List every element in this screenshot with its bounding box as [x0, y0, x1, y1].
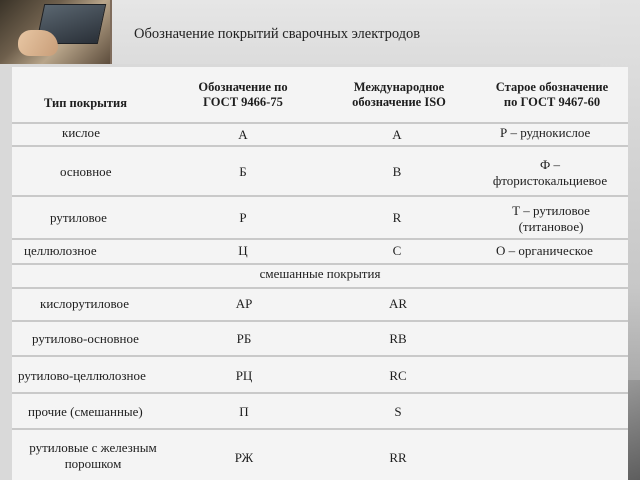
section-label: смешанные покрытия — [259, 266, 381, 281]
header-old-line: Старое обозначение — [495, 80, 609, 94]
row-type: кислорутиловое — [40, 296, 129, 311]
row-iso: R — [392, 210, 402, 225]
row-iso: A — [392, 127, 402, 142]
row-iso: S — [394, 404, 402, 419]
row-type: кислое — [62, 125, 100, 140]
page-title: Обозначение покрытий сварочных электродов — [134, 26, 421, 42]
row-gost: АР — [235, 296, 253, 311]
header-old-line: по ГОСТ 9467-60 — [503, 95, 601, 109]
row-separator — [12, 392, 628, 394]
row-old — [484, 157, 616, 189]
row-iso: RR — [389, 450, 407, 465]
row-old-line: фтористокальциевое — [492, 173, 608, 188]
row-type — [18, 440, 168, 472]
row-old-line: Т – рутиловое — [512, 203, 590, 218]
row-type: рутиловое — [50, 210, 107, 225]
row-gost: Ц — [238, 243, 248, 258]
header-gost — [188, 80, 298, 110]
row-iso: AR — [388, 296, 408, 311]
row-separator — [12, 145, 628, 147]
row-separator — [12, 238, 628, 240]
row-type: рутилово-основное — [32, 331, 139, 346]
row-iso: B — [392, 164, 402, 179]
row-gost: РЖ — [234, 450, 254, 465]
row-old — [496, 203, 606, 235]
row-type: рутилово-целлюлозное — [18, 368, 146, 383]
row-type: основное — [60, 164, 112, 179]
row-separator — [12, 355, 628, 357]
row-gost: РЦ — [235, 368, 253, 383]
row-separator — [12, 263, 628, 265]
row-old-line: Ф – — [539, 157, 561, 172]
header-iso-line: обозначение ISO — [352, 95, 446, 109]
row-type: прочие (смешанные) — [28, 404, 143, 419]
row-separator — [12, 320, 628, 322]
header-iso-line: Международное — [353, 80, 445, 94]
header-iso — [338, 80, 460, 110]
row-type-line: порошком — [64, 456, 122, 471]
header-type: Тип покрытия — [44, 96, 128, 110]
row-old: Р – руднокислое — [500, 125, 591, 140]
row-gost: А — [238, 127, 248, 142]
row-type-line: рутиловые с железным — [29, 440, 157, 455]
row-iso: RC — [389, 368, 407, 383]
row-type: целлюлозное — [24, 243, 97, 258]
row-separator — [12, 428, 628, 430]
row-gost: П — [239, 404, 249, 419]
row-separator — [12, 287, 628, 289]
row-gost: Р — [239, 210, 247, 225]
header-gost-line: ГОСТ 9466-75 — [203, 95, 283, 109]
row-old: О – органическое — [496, 243, 593, 258]
row-gost: Б — [239, 164, 247, 179]
header-gost-line: Обозначение по — [198, 80, 288, 94]
hand-image — [18, 30, 58, 56]
row-separator — [12, 122, 628, 124]
row-gost: РБ — [236, 331, 252, 346]
row-iso: C — [392, 243, 402, 258]
header-old — [484, 80, 620, 110]
header-photo — [0, 0, 112, 64]
row-old-line: (титановое) — [518, 219, 584, 234]
row-iso: RB — [389, 331, 407, 346]
row-separator — [12, 195, 628, 197]
